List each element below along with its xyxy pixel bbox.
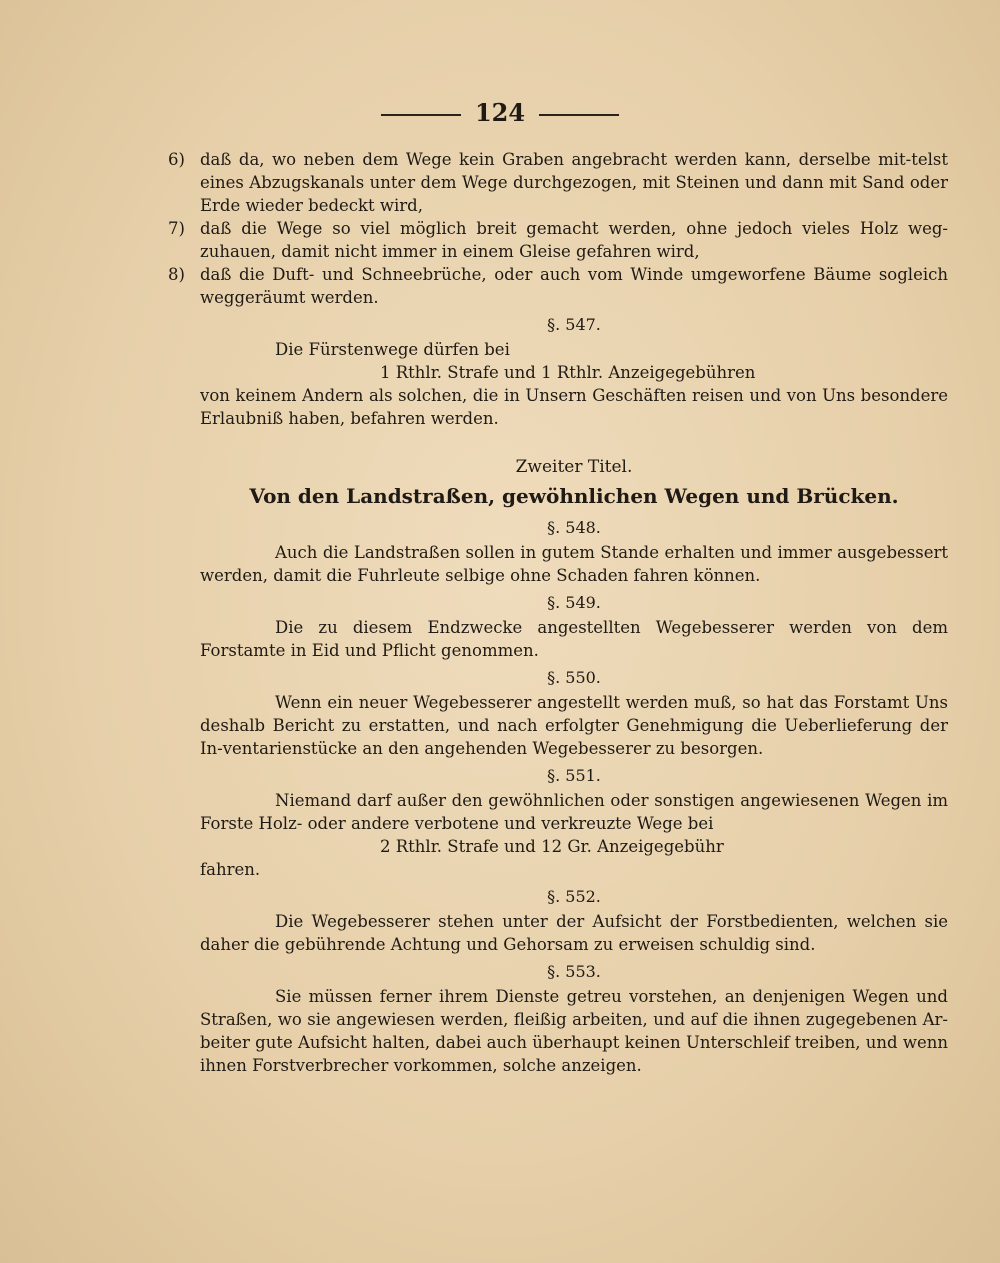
section-551-rest: fahren. bbox=[200, 860, 261, 879]
header-rule-left bbox=[381, 114, 461, 116]
body-text bbox=[168, 148, 948, 1077]
section-heading-553: §. 553. bbox=[547, 962, 601, 981]
section-heading-547: §. 547. bbox=[547, 315, 601, 334]
section-551-intro: Niemand darf außer den gewöhnlichen oder sonstigen angewiesenen Wegen im Forste Holz- oder andere verbotene und verkreuzte Wege bei bbox=[200, 791, 948, 833]
section-552-text: Die Wegebesserer stehen unter der Aufsicht der Forstbedienten, welchen sie daher die gebührende Achtung und Gehorsam zu erweisen schuldig sind. bbox=[200, 912, 948, 954]
list-item-text: daß die Duft- und Schneebrüche, oder auch vom Winde umgeworfene Bäume sogleich weggeräumt werden. bbox=[200, 265, 948, 307]
section-553-text: Sie müssen ferner ihrem Dienste getreu vorstehen, an denjenigen Wegen und Straßen, wo sie angewiesen werden, fleißig arbeiten, und auf die ihnen zugegebenen Ar-beiter gute Aufsicht halten, dabei auch überhaupt keinen Unterschleif treiben, und wenn ihnen Forstverbrecher vorkommen, solche anzeigen. bbox=[200, 987, 948, 1075]
section-heading-548: §. 548. bbox=[547, 518, 601, 537]
page-number: 124 bbox=[474, 98, 526, 127]
section-548-text: Auch die Landstraßen sollen in gutem Stande erhalten und immer ausgebessert werden, damit die Fuhrleute selbige ohne Schaden fahren können. bbox=[200, 543, 948, 585]
list-item-text: daß die Wege so viel möglich breit gemacht werden, ohne jedoch vieles Holz weg-zuhauen, damit nicht immer in einem Gleise gefahren wird, bbox=[200, 219, 948, 261]
section-heading-549: §. 549. bbox=[547, 593, 601, 612]
section-549-text: Die zu diesem Endzwecke angestellten Wegebesserer werden von dem Forstamte in Eid und Pflicht genommen. bbox=[200, 618, 948, 660]
section-551-penalty: 2 Rthlr. Strafe und 12 Gr. Anzeigegebühr bbox=[380, 837, 724, 856]
section-547-penalty: 1 Rthlr. Strafe und 1 Rthlr. Anzeigegebühren bbox=[380, 363, 756, 382]
list-item bbox=[168, 263, 948, 309]
part-title-label: Zweiter Titel. bbox=[515, 457, 633, 477]
section-heading-551: §. 551. bbox=[547, 766, 601, 785]
list-item-text: daß da, wo neben dem Wege kein Graben angebracht werden kann, derselbe mit-telst eines Abzugskanals unter dem Wege durchgezogen, mit Steinen und dann mit Sand oder Erde wieder bedeckt wird, bbox=[200, 150, 948, 215]
section-550-text: Wenn ein neuer Wegebesserer angestellt werden muß, so hat das Forstamt Uns deshalb Bericht zu erstatten, und nach erfolgter Genehmigung die Ueberlieferung der In-ventarienstücke an den angehenden Wegebesserer zu besorgen. bbox=[200, 693, 948, 758]
list-item-number: 8) bbox=[168, 265, 185, 284]
section-heading-552: §. 552. bbox=[547, 887, 601, 906]
list-item bbox=[168, 148, 948, 217]
section-547-intro: Die Fürstenwege dürfen bei bbox=[275, 340, 510, 359]
list-item bbox=[168, 217, 948, 263]
section-heading-550: §. 550. bbox=[547, 668, 601, 687]
page-header bbox=[0, 98, 1000, 127]
header-rule-right bbox=[539, 114, 619, 116]
section-547-rest: von keinem Andern als solchen, die in Unsern Geschäften reisen und von Uns besondere Erlaubniß haben, befahren werden. bbox=[200, 386, 948, 428]
list-item-number: 7) bbox=[168, 219, 185, 238]
list-item-number: 6) bbox=[168, 150, 185, 169]
part-title-heading: Von den Landstraßen, gewöhnlichen Wegen und Brücken. bbox=[249, 484, 899, 508]
